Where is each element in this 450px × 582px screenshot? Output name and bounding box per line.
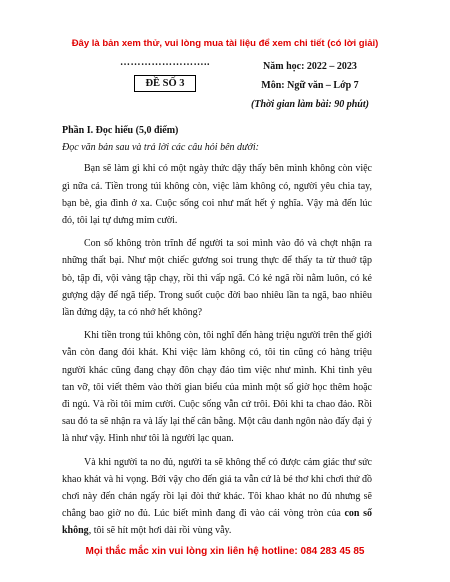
section-title: Phần I. Đọc hiểu (5,0 điểm) <box>62 125 179 136</box>
paragraph-4-text-start: Và khi người ta no đủ, người ta sẽ không thể có được cảm giác thư sức khao khát và hi vọng. Bởi vậy cho đến giả ta vẫn cứ là bé thơ khi chơi thứ đồ chơi này đến chán ngấy rồi lại đòi thứ khác. Tôi khao khát no đủ nhưng sẽ chẳng bao giờ no đủ. Lúc biết mình đang đi vào cái vòng tròn của <box>62 456 372 520</box>
exam-duration: (Thời gian làm bài: 90 phút) <box>251 99 369 110</box>
subject-line: Môn: Ngữ văn – Lớp 7 <box>261 80 359 91</box>
school-year: Năm học: 2022 – 2023 <box>263 61 357 72</box>
passage-paragraph-3: Khi tiền trong túi không còn, tôi nghĩ đến hàng triệu người trên thế giới vẫn còn đang đói khát. Khi việc làm không có, tôi tin cũng có hàng triệu người khác cũng đang chạy đôn chạy đáo tìm việc như mình. Khi tình yêu tan vỡ, tôi viết thêm vào thời gian biểu của mình một số giờ học thêm hoặc đi ngủ. Và rồi tôi mỉm cười. Cuộc sống vẫn cứ trôi. Đôi khi ta chao đảo. Rồi sau đó ta sẽ nhận ra và lấy lại thế cân bằng. Một câu danh ngôn nào đấy đại ý là như vậy. Hình như tôi là người lạc quan. <box>62 330 372 445</box>
header-right <box>250 57 370 114</box>
school-name-placeholder: …………………….. <box>120 57 210 68</box>
passage-paragraph-2: Con số không tròn trĩnh để người ta soi mình vào đó và chợt nhận ra những thất bại. Như một chiếc gương soi trung thực để thấy ta từ thuở tập bò, tập đi, vội vàng tập chạy, rồi thì vấp ngã. Có kẻ ngã rồi nằm luôn, có kẻ gượng dậy để ngã tiếp. Trong suốt cuộc đời bao nhiêu lần ta ngã, bao nhiêu lần đứng dậy, ta có nhớ hết không? <box>62 238 372 319</box>
passage-paragraph-1: Bạn sẽ làm gì khi có một ngày thức dậy thấy bên mình không còn việc gì nữa cả. Tiền trong túi không còn, việc làm không có, người yêu chia tay, bạn bè, gia đình ở xa. Cuộc sống coi như mất hết ý nghĩa. Vậy mà đến lúc đó, tôi lại tự dưng mỉm cười. <box>62 163 372 227</box>
header-left <box>110 57 220 92</box>
document-body <box>62 122 372 546</box>
section-instruction: Đọc văn bản sau và trả lời các câu hỏi bên dưới: <box>62 142 259 154</box>
exam-number-box: ĐỀ SỐ 3 <box>134 75 196 92</box>
hotline-banner: Mọi thắc mắc xin vui lòng xin liên hệ hotline: 084 283 45 85 <box>85 546 365 557</box>
paragraph-4-bold-phrase: con số không <box>62 508 372 537</box>
paragraph-4-text-end: , tôi sẽ hít một hơi dài rồi vùng vẫy. <box>88 525 232 537</box>
passage-paragraph-4 <box>62 454 372 540</box>
preview-notice-banner: Đây là bản xem thử, vui lòng mua tài liệu để xem chi tiết (có lời giải) <box>71 38 379 49</box>
